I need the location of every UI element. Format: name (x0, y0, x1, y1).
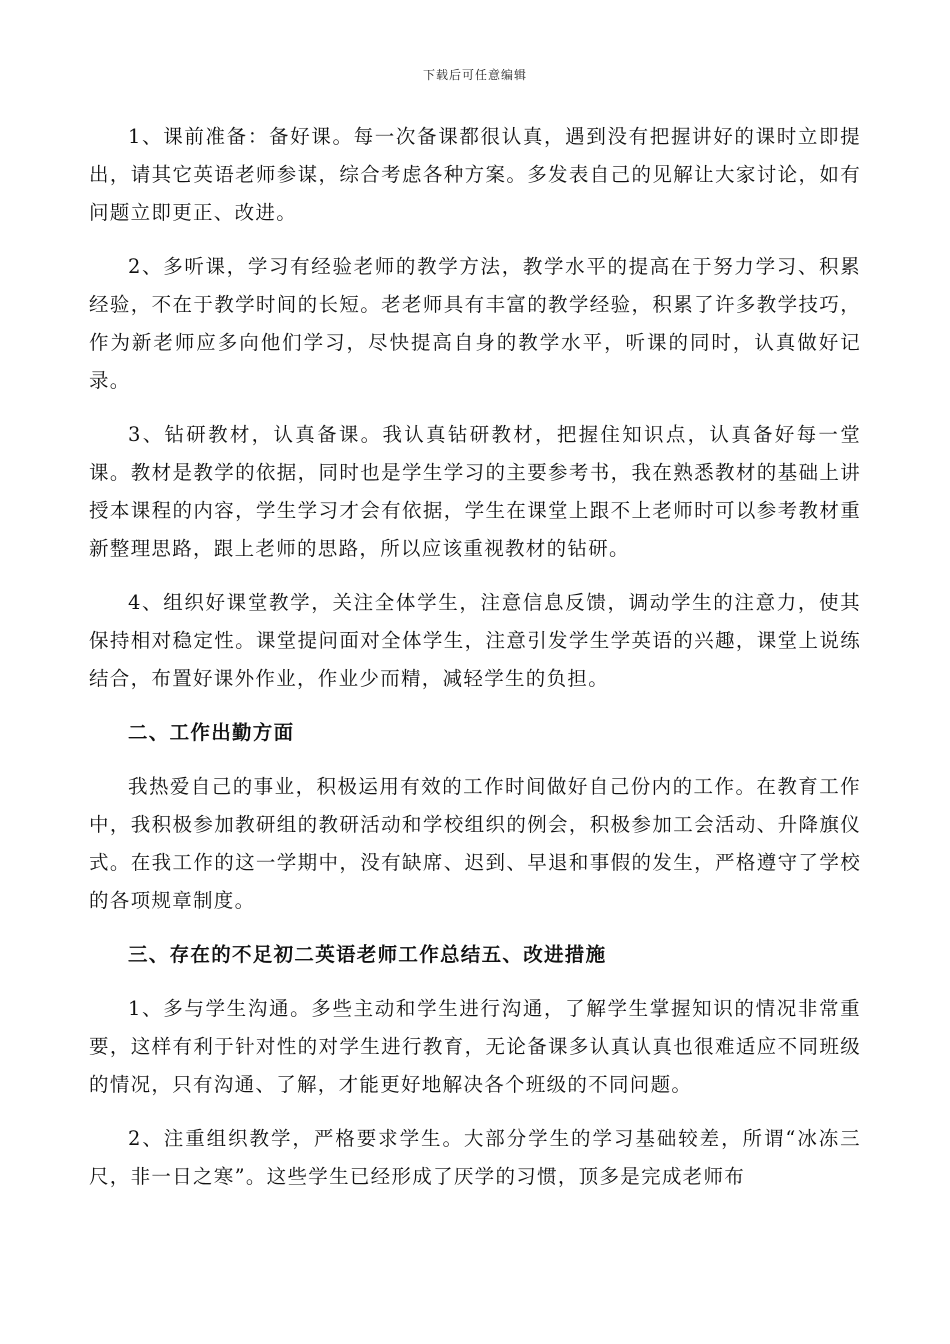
section-heading-shortcomings: 三、存在的不足初二英语老师工作总结五、改进措施 (128, 943, 607, 966)
header-note: 下载后可任意编辑 (422, 68, 527, 82)
paragraph-organize-teaching: 2、注重组织教学，严格要求学生。大部分学生的学习基础较差，所谓“冰冻三尺，非一日之寒”。这些学生已经形成了厌学的习惯，顶多是完成老师布 (89, 1127, 861, 1188)
document-body (89, 118, 861, 1212)
section-heading-attendance: 二、工作出勤方面 (128, 721, 295, 744)
paragraph-study-textbook: 3、钻研教材，认真备课。我认真钻研教材，把握住知识点，认真备好每一堂课。教材是教学的依据，同时也是学生学习的主要参考书，我在熟悉教材的基础上讲授本课程的内容，学生学习才会有依据，学生在课堂上跟不上老师时可以参考教材重新整理思路，跟上老师的思路，所以应该重视教材的钻研。 (89, 423, 861, 560)
paragraph-communicate-students: 1、多与学生沟通。多些主动和学生进行沟通，了解学生掌握知识的情况非常重要，这样有利于针对性的对学生进行教育，无论备课多认真认真也很难适应不同班级的情况，只有沟通、了解，才能更好地解决各个班级的不同问题。 (89, 997, 861, 1096)
paragraph-lesson-preparation: 1、课前准备：备好课。每一次备课都很认真，遇到没有把握讲好的课时立即提出，请其它英语老师参谋，综合考虑各种方案。多发表自己的见解让大家讨论，如有问题立即更正、改进。 (89, 125, 861, 224)
paragraph-attendance: 我热爱自己的事业，积极运用有效的工作时间做好自己份内的工作。在教育工作中，我积极参加教研组的教研活动和学校组织的例会，积极参加工会活动、升降旗仪式。在我工作的这一学期中，没有缺席、迟到、早退和事假的发生，严格遵守了学校的各项规章制度。 (89, 775, 861, 912)
paragraph-attend-classes: 2、多听课，学习有经验老师的教学方法，教学水平的提高在于努力学习、积累经验，不在于教学时间的长短。老老师具有丰富的教学经验，积累了许多教学技巧，作为新老师应多向他们学习，尽快提高自身的教学水平，听课的同时，认真做好记录。 (89, 255, 861, 392)
paragraph-classroom-teaching: 4、组织好课堂教学，关注全体学生，注意信息反馈，调动学生的注意力，使其保持相对稳定性。课堂提问面对全体学生，注意引发学生学英语的兴趣，课堂上说练结合，布置好课外作业，作业少而精，减轻学生的负担。 (89, 591, 861, 690)
